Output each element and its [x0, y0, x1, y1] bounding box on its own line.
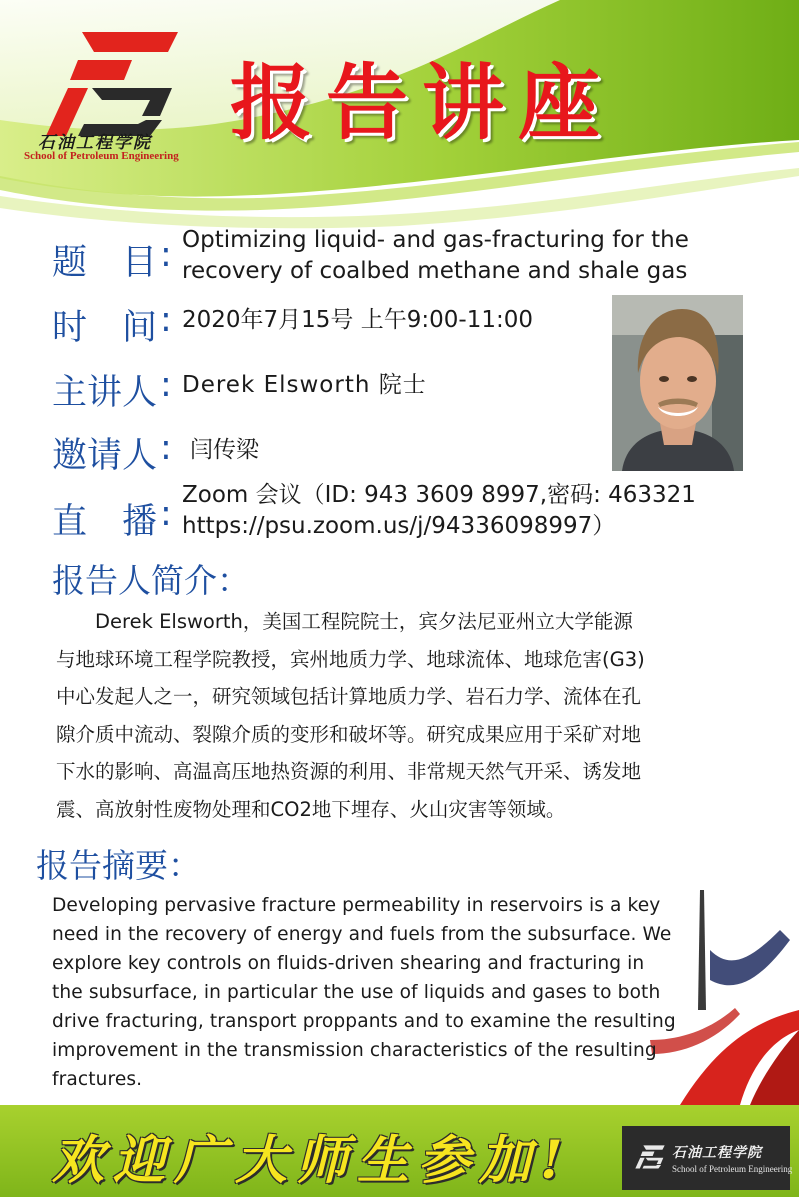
abstract-line: Developing pervasive fracture permeability in reservoirs is a key [52, 895, 661, 916]
speaker-portrait-icon [612, 295, 743, 471]
abstract-heading: 报告摘要： [36, 846, 201, 885]
school-name-cn: 石油工程学院 [38, 133, 152, 153]
speaker-colon: : [160, 365, 172, 405]
poster-title: 报告讲座 [230, 55, 615, 151]
school-name-en: School of Petroleum Engineering [24, 150, 179, 162]
bio-line: 与地球环境工程学院教授，宾州地质力学、地球流体、地球危害(G3) [56, 647, 645, 671]
topic-label: 题 目 [52, 243, 158, 283]
live-colon: : [160, 494, 172, 534]
bio-heading: 报告人简介： [52, 561, 250, 600]
abstract-line: need in the recovery of energy and fuels from the subsurface. We [52, 924, 672, 945]
bio-line: Derek Elsworth，美国工程院院士，宾夕法尼亚州立大学能源 [56, 610, 633, 633]
abstract-line: the subsurface, in particular the use of liquids and gases to both [52, 982, 661, 1003]
topic-line: recovery of coalbed methane and shale gas [182, 258, 688, 284]
abstract-line: explore key controls on fluids-driven shearing and fracturing in [52, 953, 645, 974]
live-line: https://psu.zoom.us/j/94336098997） [182, 513, 616, 539]
abstract-text [52, 891, 752, 1094]
topic-line: Optimizing liquid- and gas-fracturing for the [182, 227, 689, 253]
inviter-colon: : [160, 428, 172, 468]
bio-line: 震、高放射性废物处理和CO2地下埋存、火山灾害等领域。 [56, 797, 566, 821]
live-label: 直 播 [52, 502, 158, 542]
bio-line: 下水的影响、高温高压地热资源的利用、非常规天然气开采、诱发地 [56, 760, 642, 783]
footer-school-name-en: School of Petroleum Engineering [672, 1164, 793, 1174]
inviter-value: 闫传梁 [190, 437, 259, 463]
speaker-photo [612, 295, 743, 471]
abstract-line: fractures. [52, 1069, 143, 1090]
welcome-slogan: 欢迎广大师生参加! [52, 1130, 572, 1191]
footer-logo-icon [630, 1140, 670, 1180]
speaker-value: Derek Elsworth 院士 [182, 372, 427, 398]
abstract-line: drive fracturing, transport proppants and to examine the resulting [52, 1011, 676, 1032]
inviter-label: 邀请人 [52, 436, 158, 476]
bio-line: 隙介质中流动、裂隙介质的变形和破坏等。研究成果应用于采矿对地 [56, 722, 642, 746]
bio-line: 中心发起人之一，研究领域包括计算地质力学、岩石力学、流体在孔 [56, 685, 642, 708]
abstract-line: improvement in the transmission characteristics of the resulting [52, 1040, 657, 1061]
footer-school-name-cn: 石油工程学院 [672, 1145, 762, 1161]
live-value [182, 480, 696, 542]
bio-text [56, 603, 756, 828]
topic-colon: : [160, 235, 172, 275]
speaker-label: 主讲人 [52, 373, 158, 413]
time-label: 时 间 [52, 308, 158, 348]
live-line: Zoom 会议（ID: 943 3609 8997,密码: 463321 [182, 482, 696, 508]
topic-value [182, 225, 689, 287]
time-colon: : [160, 300, 172, 340]
time-value: 2020年7月15号 上午9:00-11:00 [182, 307, 533, 333]
